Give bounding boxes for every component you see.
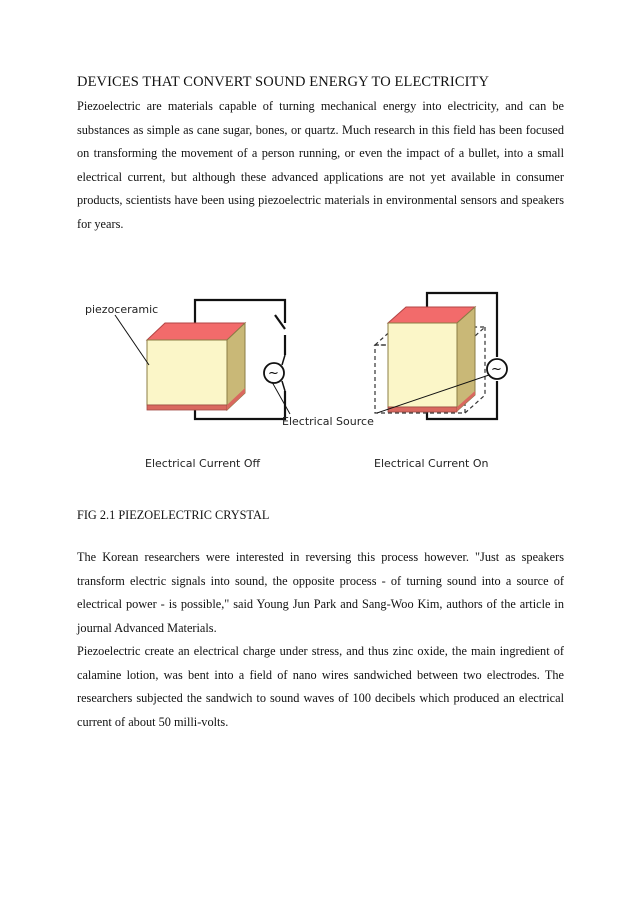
paragraph-intro: Piezoelectric are materials capable of turning mechanical energy into electricity, and can be substances as simple as cane sugar, bones, or quartz. Much research in this field has been focused on transforming the movement of a person running, or even the impact of a bullet, into a small electrical current, but although these advanced applications are not yet available in consumer products, scientists have been using piezoelectric materials in environmental sensors and speakers for years. [77, 99, 564, 231]
ac-symbol-on: ~ [491, 362, 502, 377]
label-current-on: Electrical Current On [374, 457, 489, 470]
section-heading: DEVICES THAT CONVERT SOUND ENERGY TO ELECTRICITY [77, 74, 490, 90]
paragraph-korean-researchers: The Korean researchers were interested in reversing this process however. "Just as speakers transform electric signals into sound, the opposite process - of turning sound into a source of electrical power - is possible," said Young Jun Park and Sang-Woo Kim, authors of the article in journal Advanced Materials. [77, 550, 564, 635]
crystal-off [115, 300, 285, 419]
figure-caption: FIG 2.1 PIEZOELECTRIC CRYSTAL [77, 508, 270, 522]
label-electrical-source: Electrical Source [282, 415, 374, 428]
piezoelectric-crystal-figure [77, 285, 537, 480]
crystal-on [375, 293, 507, 419]
label-current-off: Electrical Current Off [145, 457, 261, 470]
paragraph-zinc-oxide: Piezoelectric create an electrical charge under stress, and thus zinc oxide, the main ingredient of calamine lotion, was bent into a field of nano wires sandwiched between two electrodes. The researchers subjected the sandwich to sound waves of 100 decibels which produced an electrical current of about 50 milli-volts. [77, 644, 564, 729]
ac-symbol-off: ~ [268, 366, 279, 381]
label-piezoceramic: piezoceramic [85, 303, 159, 316]
